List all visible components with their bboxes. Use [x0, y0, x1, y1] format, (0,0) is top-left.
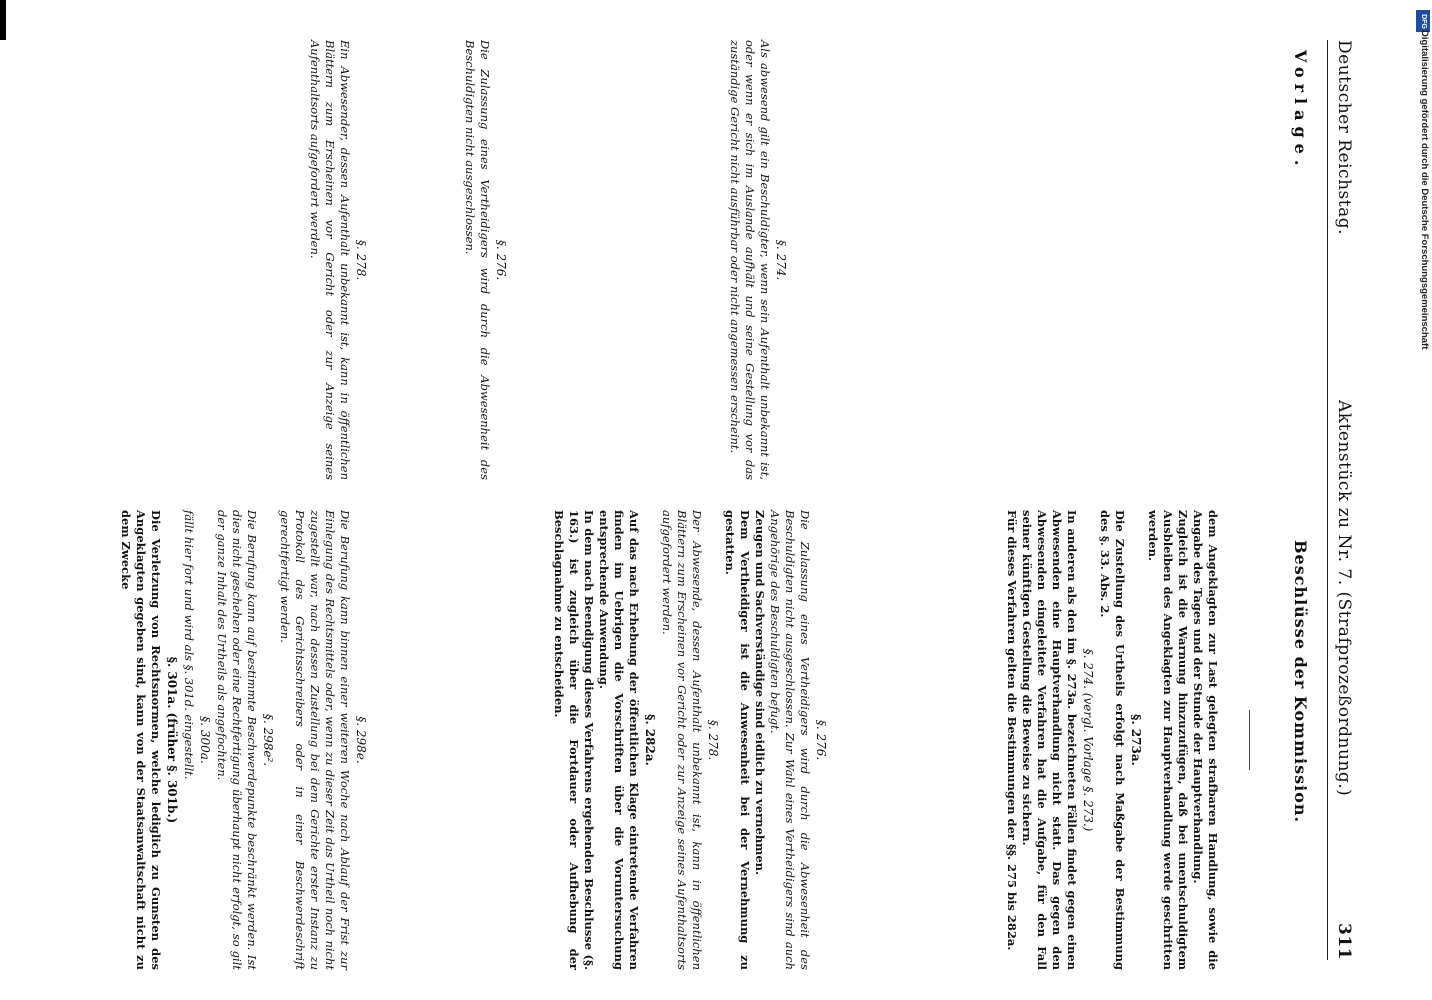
header-left: Deutscher Reichstag. — [1334, 40, 1354, 235]
left-section-278 — [307, 40, 370, 480]
section-text-3: Dem Vertheidiger ist die Anwesenheit bei der Vernehmung zu gestatten. — [723, 510, 752, 970]
section-text: Die Zulassung eines Vertheidigers wird durch die Abwesenheit des Beschuldigten nicht ausgeschlossen. Zur Wahl eines Vertheidigers sind auch Angehörige des Beschuldigten befugt. — [768, 510, 812, 970]
intro-text: dem Angeklagten zur Last gelegten strafbaren Handlung, sowie die Angabe des Tages und der Stunde der Hauptverhandlung. — [1191, 510, 1220, 970]
section-heading: §. 278. — [354, 239, 368, 281]
section-text: Auf das nach Erhebung der öffentlichen Klage eintretende Verfahren finden im Uebrigen die Vorschriften über die Voruntersuchung entsprechende Anwendung. — [597, 510, 641, 970]
section-text: Die Berufung kann binnen einer weiteren Woche nach Ablauf der Frist zur Einlegung des Rechtsmittels oder, wenn zu dieser Zeit das Urtheil noch nicht zugestellt war, nach dessen Zustellung bei dem Gerichte erster Instanz zu Protokoll des Gerichtsschreibers oder in einer Beschwerdeschrift gerechtfertigt werden. — [278, 510, 352, 970]
section-text-2: Zeugen und Sachverständige sind eidlich zu vernehmen. — [753, 510, 767, 876]
running-header — [1327, 40, 1356, 960]
section-heading: §. 301a. (früher §. 301b.) — [165, 656, 179, 824]
right-column-title: Beschlüsse der Kommission. — [1291, 540, 1310, 824]
right-column — [119, 510, 1270, 970]
section-heading: §. 273a. — [1129, 714, 1143, 766]
section-text: Die Verletzung von Rechtsnormen, welche lediglich zu Gunsten des Angeklagten gegeben sind, kann von der Staatsanwaltschaft nicht zu dem Zwecke — [119, 510, 163, 970]
header-center: Aktenstück zu Nr. 7. (Strafprozeßordnung.) — [1334, 400, 1354, 797]
section-heading: §. 276. — [814, 719, 828, 761]
section-heading: §. 298e². — [261, 713, 275, 767]
dfg-logo: DFG — [1416, 10, 1430, 32]
section-heading: §. 282a. — [643, 714, 657, 766]
credit-text: Digitalisierung gefördert durch die Deutsche Forschungsgemeinschaft — [1419, 30, 1430, 350]
section-text: In anderen als den im §. 273a. bezeichneten Fällen findet gegen einen Abwesenden eine Hauptverhandlung nicht statt. Das gegen den Abwesenden eingeleitete Verfahren hat die Aufgabe, für den Fall seiner künftigen Gestellung die Beweise zu sichern. — [1020, 510, 1079, 970]
section-heading: §. 298e. — [354, 716, 368, 764]
left-column-title: Vorlage. — [1291, 50, 1310, 172]
section-text: fällt hier fort und wird als §. 301d. eingestellt. — [182, 510, 196, 780]
section-text-2: Für dieses Verfahren gelten die Bestimmungen der §§. 275 bis 282a. — [1005, 510, 1019, 951]
section-text: Die Berufung kann auf bestimmte Beschwerdepunkte beschränkt werden. Ist dies nicht geschehen oder eine Rechtfertigung überhaupt nicht erfolgt, so gilt der ganze Inhalt des Urtheils als angefochten. — [215, 510, 259, 970]
section-text-2: In dem nach Beendigung dieses Verfahrens ergehenden Beschlusse (§. 163.) ist zugleich über die Fortdauer oder Aufhebung der Beschlagnahme zu entscheiden. — [552, 510, 596, 970]
section-text: Die Zustellung des Urtheils erfolgt nach Maßgabe der Bestimmung des §. 33. Abs. 2. — [1098, 510, 1127, 970]
section-heading: §. 278. — [706, 719, 720, 761]
title-rule — [1249, 710, 1250, 770]
section-heading: §. 274. — [774, 239, 788, 281]
section-text: Ein Abwesender, dessen Aufenthalt unbekannt ist, kann in öffentlichen Blättern zum Erscheinen vor Gericht oder zur Anzeige seines Aufenthaltsorts aufgefordert werden. — [308, 40, 352, 480]
section-text: Die Zulassung eines Vertheidigers wird durch die Abwesenheit des Beschuldigten nicht ausgeschlossen. — [463, 40, 492, 480]
left-section-276 — [462, 40, 510, 480]
section-heading: §. 300a. — [198, 716, 212, 764]
right-intro — [1004, 510, 1220, 970]
section-heading: §. 274. (vergl. Vorlage §. 273.) — [1081, 648, 1095, 832]
intro-text-2: Zugleich ist die Warnung hinzuzufügen, daß bei unentschuldigtem Ausbleiben des Angeklagten zur Hauptverhandlung werde geschritten werden. — [1146, 510, 1190, 970]
section-heading: §. 276. — [494, 239, 508, 281]
section-text: Der Abwesende, dessen Aufenthalt unbekannt ist, kann in öffentlichen Blättern zum Erscheinen vor Gericht oder zur Anzeige seines Aufenthaltsorts aufgefordert werden. — [660, 510, 704, 970]
right-section-298 — [118, 510, 370, 970]
right-section-276 — [551, 510, 830, 970]
section-text: Als abwesend gilt ein Beschuldigter, wenn sein Aufenthalt unbekannt ist, oder wenn er sich im Auslande aufhält und seine Gestellung vor das zuständige Gericht nicht ausführbar oder nicht angemessen erscheint. — [728, 40, 772, 480]
digitization-credit — [1416, 6, 1430, 996]
left-section-274 — [727, 40, 790, 480]
page-number: 311 — [1334, 923, 1354, 960]
